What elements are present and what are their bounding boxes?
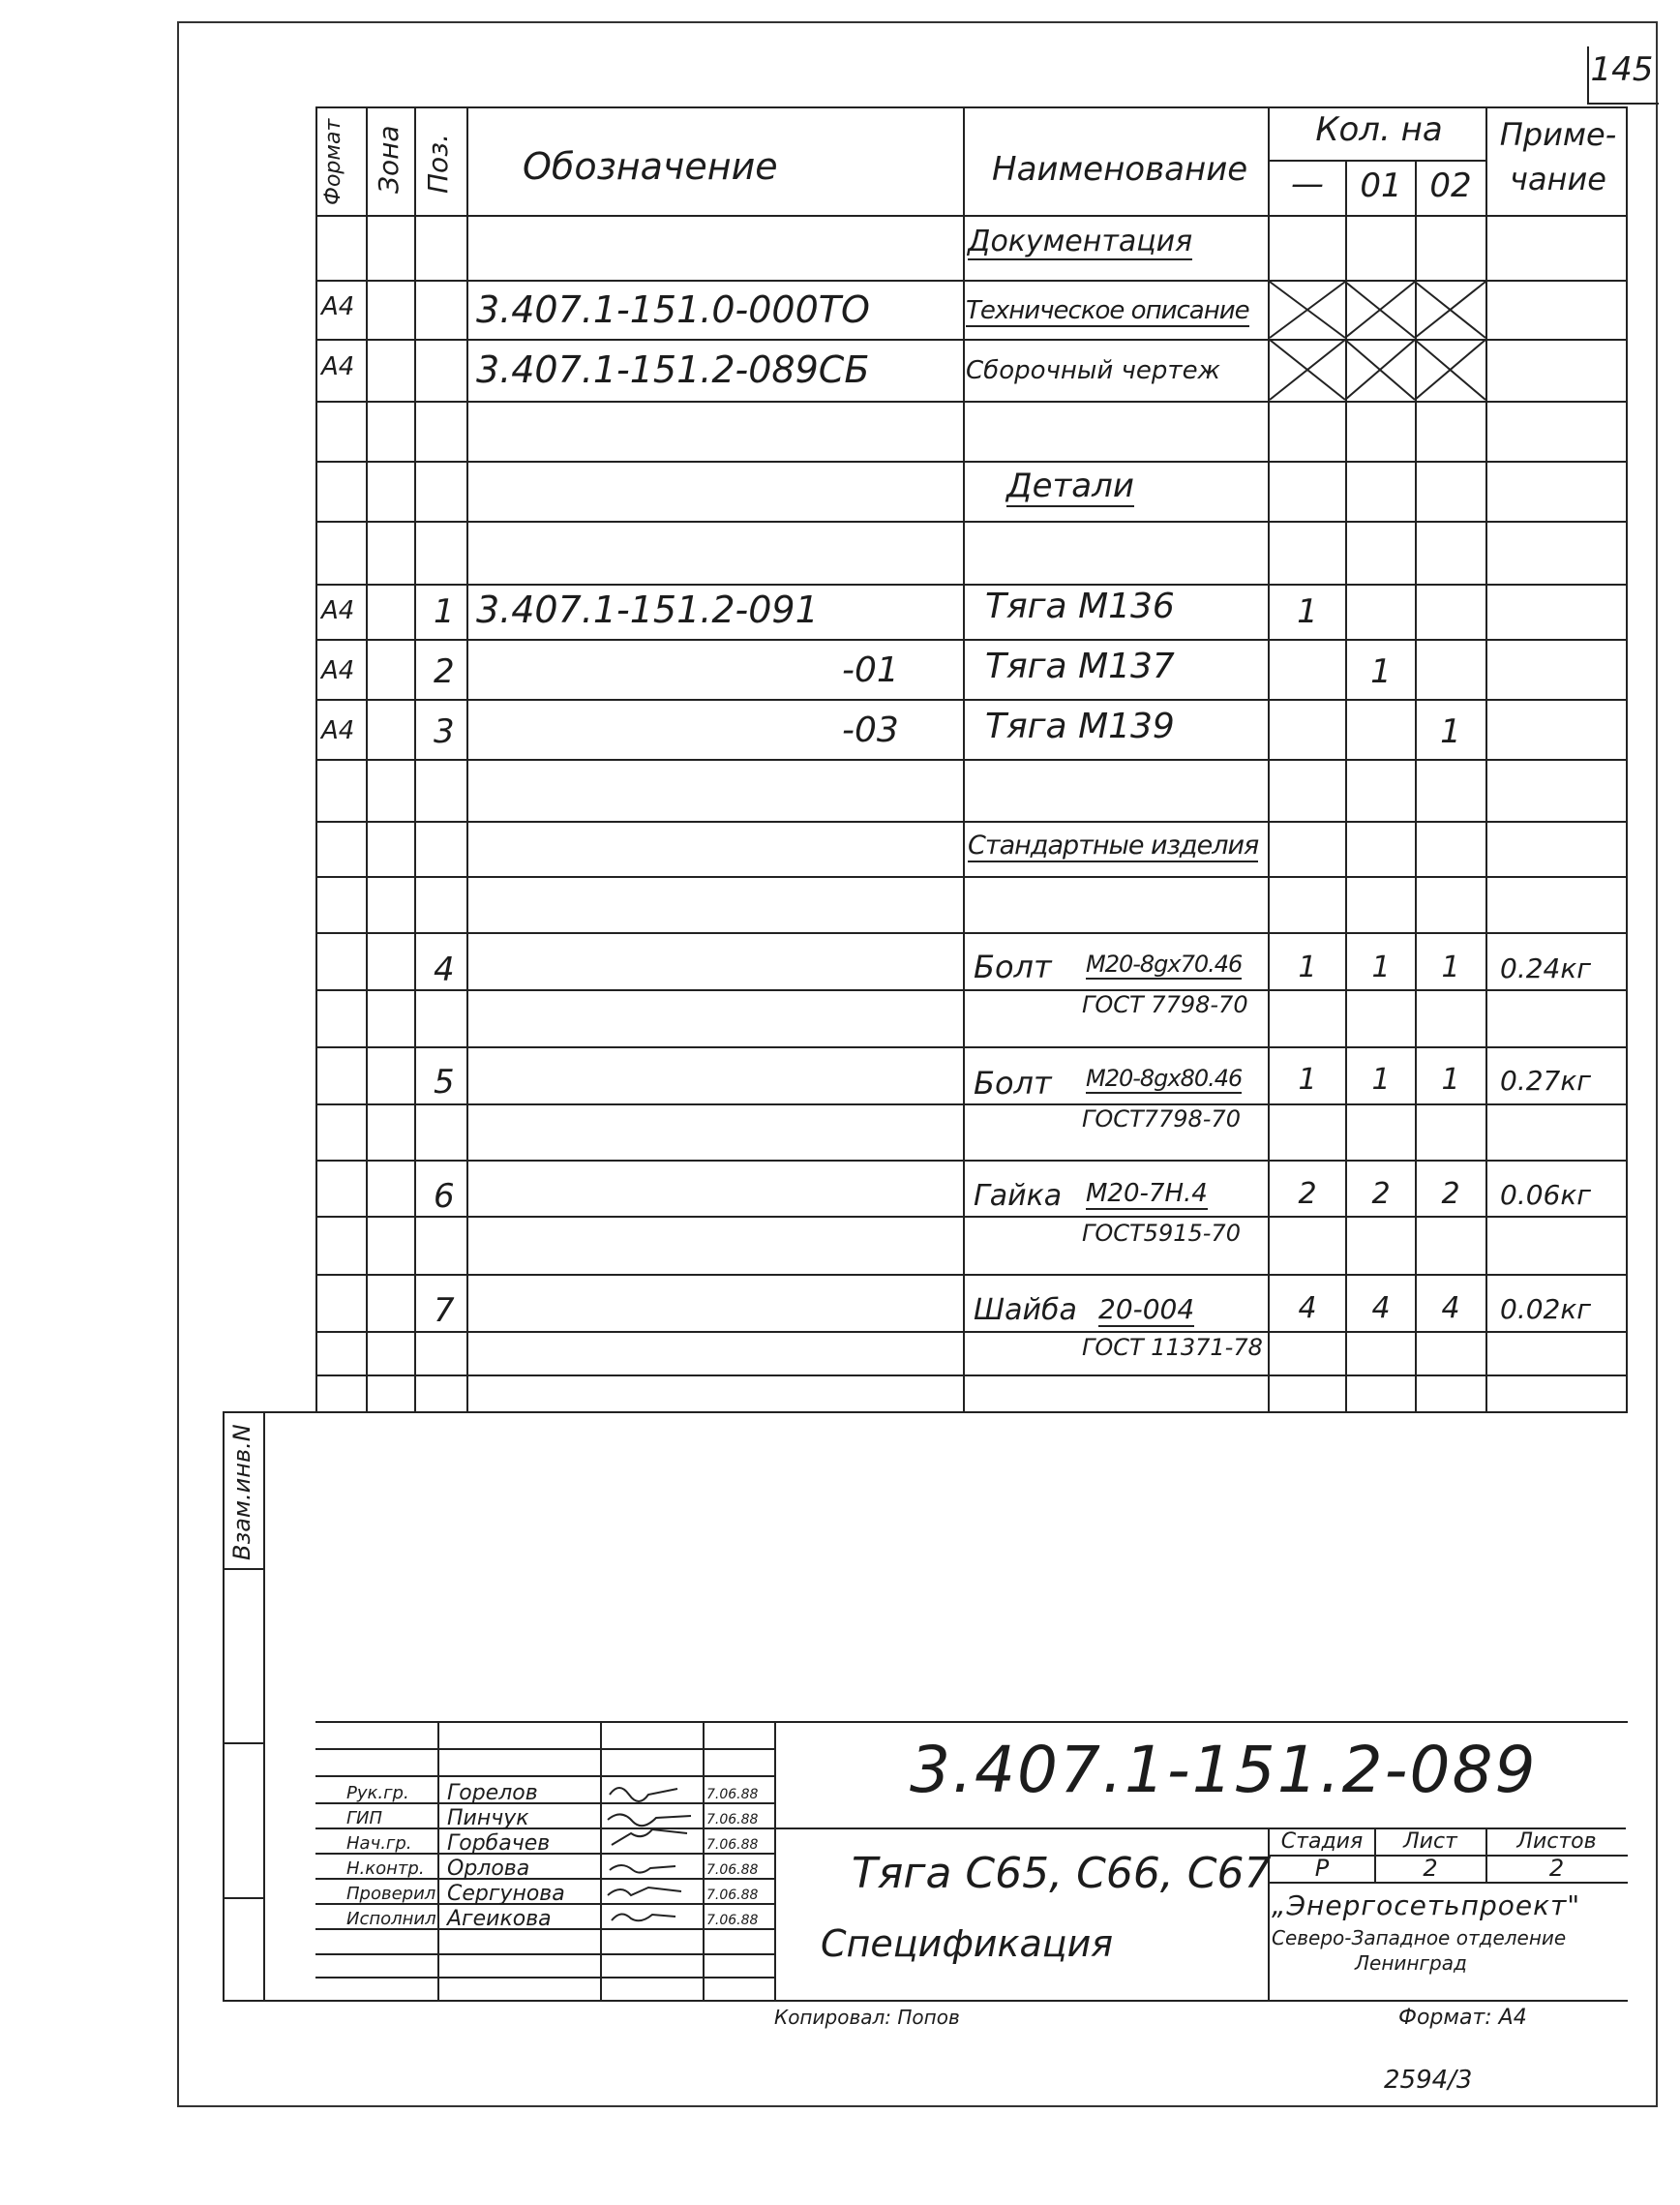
std-2-q1: 2: [1371, 1177, 1391, 1211]
std-3-pos: 7: [434, 1291, 455, 1330]
person-2-date: 7.06.88: [706, 1837, 759, 1853]
person-5-role: Исполнил: [346, 1909, 436, 1929]
org-line-2: Северо-Западное отделение: [1272, 1926, 1567, 1949]
part-1-q1: 1: [1370, 652, 1392, 691]
person-4-name: Сергунова: [447, 1882, 565, 1906]
copied-by: Копировал: Попов: [774, 2006, 960, 2029]
std-1-q1: 1: [1371, 1063, 1391, 1097]
std-3-note: 0.02кг: [1500, 1293, 1591, 1325]
header-note: Приме- чание: [1499, 116, 1617, 197]
sheets-label: Листов: [1516, 1829, 1597, 1854]
side-stamp-label: Взам.инв.N: [228, 1424, 255, 1560]
part-1-format: А4: [321, 656, 355, 685]
person-0-role: Рук.гр.: [346, 1783, 409, 1803]
person-4-role: Проверил: [346, 1884, 436, 1904]
part-2-format: А4: [321, 716, 355, 745]
format-label: Формат: А4: [1398, 2006, 1527, 2030]
std-2-spec: М20-7Н.4: [1086, 1179, 1208, 1208]
org-line-1: „Энергосетьпроект": [1272, 1889, 1581, 1921]
header-qty-col-0: —: [1291, 165, 1324, 203]
std-2-name: Гайка: [974, 1179, 1063, 1213]
person-2-role: Нач.гр.: [346, 1833, 412, 1854]
person-2-name: Горбачев: [447, 1831, 551, 1856]
doc-1-designation: 3.407.1-151.2-089СБ: [476, 348, 870, 391]
header-format: Формат: [321, 118, 345, 205]
archive-number: 2594/3: [1384, 2066, 1473, 2095]
doc-code: 3.407.1-151.2-089: [910, 1733, 1538, 1807]
section-standard: Стандартные изделия: [968, 831, 1259, 861]
header-qty-col-2: 02: [1429, 166, 1472, 205]
part-0-q0: 1: [1297, 592, 1318, 631]
std-1-q0: 1: [1298, 1063, 1317, 1097]
part-2-designation: -03: [842, 710, 899, 750]
person-1-name: Пинчук: [447, 1806, 529, 1830]
doc-0-designation: 3.407.1-151.0-000ТО: [476, 288, 870, 331]
sheet-value: 2: [1423, 1855, 1438, 1882]
sheet-label: Лист: [1403, 1829, 1457, 1854]
part-2-pos: 3: [434, 712, 455, 751]
section-documentation: Документация: [968, 225, 1193, 258]
doc-title: Тяга С65, С66, С67: [852, 1849, 1272, 1898]
doc-0-format: А4: [321, 292, 355, 321]
person-3-date: 7.06.88: [706, 1862, 759, 1878]
org-line-3: Ленинград: [1355, 1951, 1467, 1975]
header-qty: Кол. на: [1315, 110, 1443, 149]
part-0-pos: 1: [434, 592, 455, 631]
header-zone: Зона: [373, 125, 405, 194]
part-2-q2: 1: [1440, 712, 1461, 751]
person-3-name: Орлова: [447, 1857, 530, 1881]
part-0-format: А4: [321, 596, 355, 625]
person-0-name: Горелов: [447, 1781, 538, 1805]
person-1-date: 7.06.88: [706, 1812, 759, 1827]
doc-1-name: Сборочный чертеж: [966, 356, 1220, 385]
std-3-name: Шайба: [974, 1293, 1077, 1327]
part-0-name: Тяга М136: [985, 587, 1175, 626]
std-1-name: Болт: [974, 1065, 1052, 1102]
header-name: Наименование: [992, 150, 1248, 189]
section-parts: Детали: [1006, 467, 1134, 505]
person-4-date: 7.06.88: [706, 1888, 759, 1903]
std-1-gost: ГОСТ7798-70: [1082, 1105, 1241, 1133]
std-3-spec: 20-004: [1098, 1293, 1195, 1325]
std-1-q2: 1: [1441, 1063, 1460, 1097]
header-qty-col-1: 01: [1360, 166, 1402, 205]
header-designation: Обозначение: [523, 145, 778, 188]
std-0-spec: М20-8gх70.46: [1086, 951, 1243, 978]
person-3-role: Н.контр.: [346, 1858, 425, 1879]
person-5-name: Агеикова: [447, 1907, 552, 1931]
person-1-role: ГИП: [346, 1808, 383, 1828]
std-1-pos: 5: [434, 1063, 455, 1102]
std-3-gost: ГОСТ 11371-78: [1082, 1334, 1263, 1361]
std-2-q2: 2: [1441, 1177, 1460, 1211]
std-2-note: 0.06кг: [1500, 1179, 1591, 1211]
std-2-gost: ГОСТ5915-70: [1082, 1220, 1241, 1247]
doc-qty-crosses: [1268, 280, 1486, 402]
part-2-name: Тяга М139: [985, 707, 1175, 746]
part-1-pos: 2: [434, 652, 455, 691]
person-5-date: 7.06.88: [706, 1913, 759, 1928]
part-0-designation: 3.407.1-151.2-091: [476, 589, 819, 631]
signatures: [600, 1775, 703, 1930]
std-2-pos: 6: [434, 1177, 455, 1216]
std-2-q0: 2: [1298, 1177, 1317, 1211]
std-1-note: 0.27кг: [1500, 1065, 1591, 1097]
doc-subtitle: Спецификация: [821, 1922, 1114, 1965]
std-0-q0: 1: [1298, 951, 1317, 984]
std-0-note: 0.24кг: [1500, 952, 1591, 984]
std-0-q2: 1: [1441, 951, 1460, 984]
part-1-name: Тяга М137: [985, 647, 1175, 686]
std-3-q2: 4: [1441, 1291, 1460, 1325]
part-1-designation: -01: [842, 650, 899, 690]
stage-label: Стадия: [1280, 1829, 1364, 1854]
std-1-spec: М20-8gх80.46: [1086, 1065, 1243, 1092]
std-0-gost: ГОСТ 7798-70: [1082, 991, 1248, 1018]
std-0-pos: 4: [434, 951, 455, 989]
std-3-q0: 4: [1298, 1291, 1317, 1325]
doc-1-format: А4: [321, 352, 355, 381]
std-0-name: Болт: [974, 949, 1052, 985]
person-0-date: 7.06.88: [706, 1787, 759, 1802]
stage-value: Р: [1314, 1855, 1330, 1882]
std-3-q1: 4: [1371, 1291, 1391, 1325]
sheets-value: 2: [1548, 1855, 1565, 1882]
doc-0-name: Техническое описание: [966, 296, 1249, 325]
std-0-q1: 1: [1371, 951, 1391, 984]
header-pos: Поз.: [422, 134, 454, 194]
sheet-number: 145: [1590, 50, 1654, 89]
